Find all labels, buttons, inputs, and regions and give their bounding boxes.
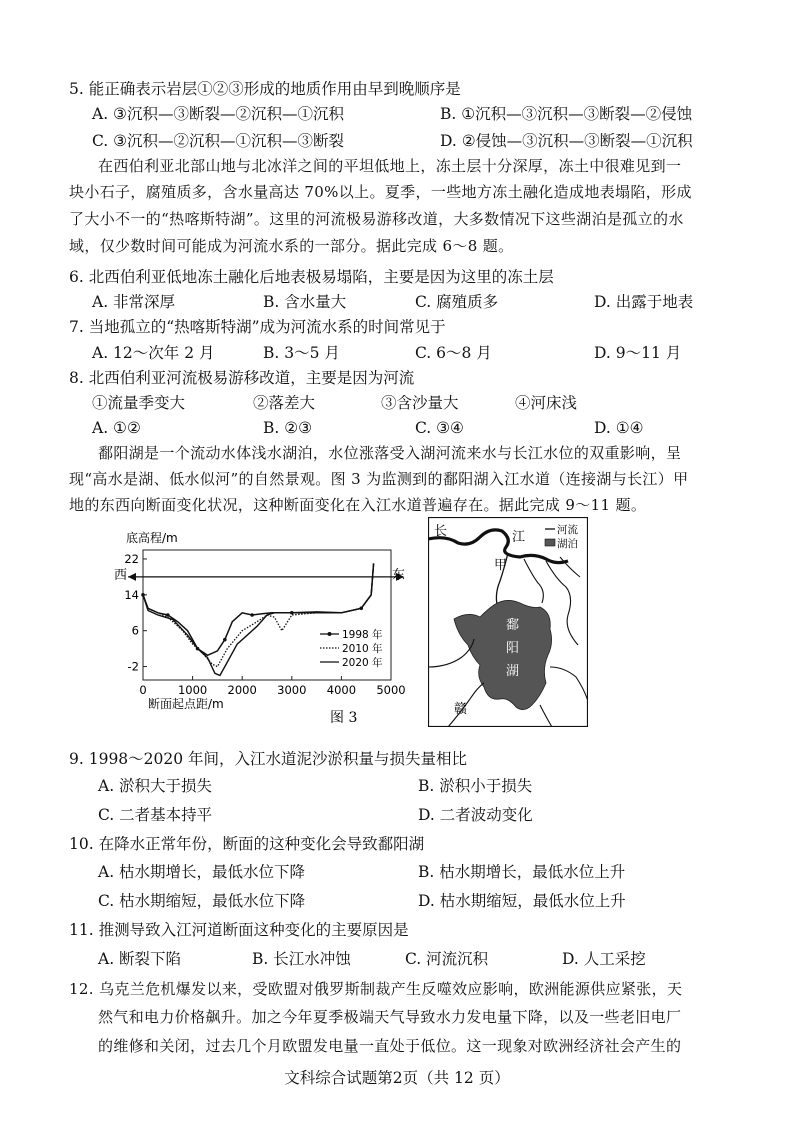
q10-option-d: D. 枯水期缩短，最低水位上升 bbox=[418, 892, 626, 910]
x-tick-label: 1000 bbox=[177, 683, 208, 697]
legend-label-2010: 2010 年 bbox=[342, 643, 383, 655]
series-point-1998 bbox=[223, 638, 227, 642]
q11-option-d: D. 人工采挖 bbox=[562, 950, 646, 968]
map-legend-lake-swatch bbox=[545, 539, 555, 546]
figure-caption: 图 3 bbox=[330, 710, 358, 726]
q6-stem: 6. 北西伯利亚低地冻土融化后地表极易塌陷，主要是因为这里的冻土层 bbox=[69, 268, 554, 286]
east-label: 东 bbox=[392, 568, 406, 583]
q11-option-b: B. 长江水冲蚀 bbox=[252, 950, 351, 968]
q6-option-d: D. 出露于地表 bbox=[594, 293, 694, 311]
passage1-line: 了大小不一的“热喀斯特湖”。这里的河流极易游移改道，大多数情况下这些湖泊是孤立的水 bbox=[69, 210, 684, 228]
q8-item-4: ④河床浅 bbox=[515, 394, 578, 412]
q10-stem: 10. 在降水正常年份，断面的这种变化会导致鄱阳湖 bbox=[69, 835, 425, 853]
x-tick-label: 0 bbox=[139, 683, 147, 697]
q6-option-a: A. 非常深厚 bbox=[92, 293, 176, 311]
passage2-line: 现“高水是湖、低水似河”的自然景观。图 3 为监测到的鄱阳湖入江水道（连接湖与长江）甲 bbox=[69, 470, 689, 488]
map-label-jia: 甲 bbox=[494, 558, 508, 573]
q5-option-d: D. ②侵蚀—③沉积—③断裂—①沉积 bbox=[440, 132, 693, 150]
q7-option-c: C. 6～8 月 bbox=[415, 344, 492, 362]
q11-stem: 11. 推测导致入江河道断面这种变化的主要原因是 bbox=[69, 921, 409, 939]
map-label-hu: 湖 bbox=[506, 664, 520, 679]
q12-line: 的维修和关闭，过去几个月欧盟发电量一直处于低位。这一现象对欧洲经济社会产生的 bbox=[98, 1037, 682, 1055]
q10-option-a: A. 枯水期增长，最低水位下降 bbox=[98, 863, 306, 881]
q8-stem: 8. 北西伯利亚河流极易游移改道，主要是因为河流 bbox=[69, 369, 415, 387]
cross-section-chart bbox=[92, 522, 410, 738]
series-point-1998 bbox=[166, 613, 170, 617]
q8-option-c: C. ③④ bbox=[415, 419, 464, 437]
arrow-west-icon bbox=[128, 573, 136, 581]
q12-line: 12. 乌克兰危机爆发以来，受欧盟对俄罗斯制裁产生反噬效应影响，欧洲能源供应紧张，天 bbox=[69, 980, 683, 998]
y-tick-label: -2 bbox=[127, 659, 139, 674]
q9-option-a: A. 淤积大于损失 bbox=[98, 777, 213, 795]
q8-option-b: B. ②③ bbox=[263, 419, 313, 437]
passage1-line: 块小石子，腐殖质多，含水量高达 70%以上。夏季，一些地方冻土融化造成地表塌陷，形成 bbox=[69, 183, 692, 201]
q6-option-b: B. 含水量大 bbox=[263, 293, 347, 311]
y-tick-label: 22 bbox=[124, 551, 139, 566]
q8-option-a: A. ①② bbox=[92, 419, 141, 437]
q10-option-c: C. 枯水期缩短，最低水位下降 bbox=[98, 892, 306, 910]
q7-option-a: A. 12～次年 2 月 bbox=[92, 344, 215, 362]
legend-label-1998: 1998 年 bbox=[342, 629, 383, 641]
q9-stem: 9. 1998～2020 年间，入江水道泥沙淤积量与损失量相比 bbox=[69, 750, 468, 768]
q9-option-c: C. 二者基本持平 bbox=[98, 806, 213, 824]
q9-option-b: B. 淤积小于损失 bbox=[418, 777, 533, 795]
chart-xlabel: 断面起点距/m bbox=[148, 697, 224, 711]
q8-item-2: ②落差大 bbox=[253, 394, 316, 412]
q7-option-d: D. 9～11 月 bbox=[594, 344, 682, 362]
q7-stem: 7. 当地孤立的“热喀斯特湖”成为河流水系的时间常见于 bbox=[69, 318, 446, 336]
x-tick-label: 4000 bbox=[326, 683, 357, 697]
map-legend-lake: 湖泊 bbox=[557, 538, 578, 550]
map-label-po: 鄱 bbox=[506, 618, 520, 633]
q5-stem: 5. 能正确表示岩层①②③形成的地质作用由早到晚顺序是 bbox=[69, 80, 461, 98]
chart-ylabel: 底高程/m bbox=[126, 531, 178, 545]
passage2-line: 地的东西向断面变化状况，这种断面变化在入江水道普遍存在。据此完成 9～11 题。 bbox=[69, 496, 647, 514]
q11-option-c: C. 河流沉积 bbox=[405, 950, 489, 968]
q5-option-c: C. ③沉积—②沉积—①沉积—③断裂 bbox=[92, 132, 345, 150]
passage2-line: 鄱阳湖是一个流动水体浅水湖泊，水位涨落受入湖河流来水与长江水位的双重影响，呈 bbox=[98, 444, 682, 462]
map-label-gan: 赣 bbox=[454, 702, 468, 717]
y-tick-label: 14 bbox=[124, 587, 139, 602]
q5-option-b: B. ①沉积—③沉积—③断裂—②侵蚀 bbox=[440, 105, 693, 123]
legend-marker-1998 bbox=[328, 632, 332, 636]
q5-option-a: A. ③沉积—③断裂—②沉积—①沉积 bbox=[92, 105, 344, 123]
passage1-line: 在西伯利亚北部山地与北冰洋之间的平坦低地上，冻土层十分深厚，冻土中很难见到一 bbox=[98, 157, 682, 175]
q10-option-b: B. 枯水期增长，最低水位上升 bbox=[418, 863, 626, 881]
passage1-line: 域，仅少数时间可能成为河流水系的一部分。据此完成 6～8 题。 bbox=[69, 237, 514, 255]
q8-option-d: D. ①④ bbox=[594, 419, 644, 437]
page-footer: 文科综合试题第2页（共 12 页） bbox=[284, 1069, 510, 1087]
q6-option-c: C. 腐殖质多 bbox=[415, 293, 499, 311]
west-label: 西 bbox=[114, 568, 128, 583]
map-legend-river: 河流 bbox=[557, 524, 578, 536]
series-point-1998 bbox=[250, 613, 254, 617]
poyang-map bbox=[428, 517, 588, 727]
q8-item-1: ①流量季变大 bbox=[92, 394, 186, 412]
legend-label-2020: 2020 年 bbox=[342, 657, 383, 669]
q8-item-3: ③含沙量大 bbox=[381, 394, 459, 412]
map-label-jiang: 江 bbox=[512, 530, 526, 545]
x-tick-label: 3000 bbox=[277, 683, 307, 697]
q11-option-a: A. 断裂下陷 bbox=[98, 950, 182, 968]
y-tick-label: 6 bbox=[131, 623, 139, 638]
q9-option-d: D. 二者波动变化 bbox=[418, 806, 533, 824]
x-tick-label: 2000 bbox=[227, 683, 257, 697]
map-label-yang: 阳 bbox=[506, 641, 520, 656]
q12-line: 然气和电力价格飙升。加之今年夏季极端天气导致水力发电量下降，以及一些老旧电厂 bbox=[98, 1008, 682, 1026]
map-label-chang: 长 bbox=[434, 524, 448, 539]
q7-option-b: B. 3～5 月 bbox=[263, 344, 340, 362]
x-tick-label: 5000 bbox=[376, 683, 406, 697]
